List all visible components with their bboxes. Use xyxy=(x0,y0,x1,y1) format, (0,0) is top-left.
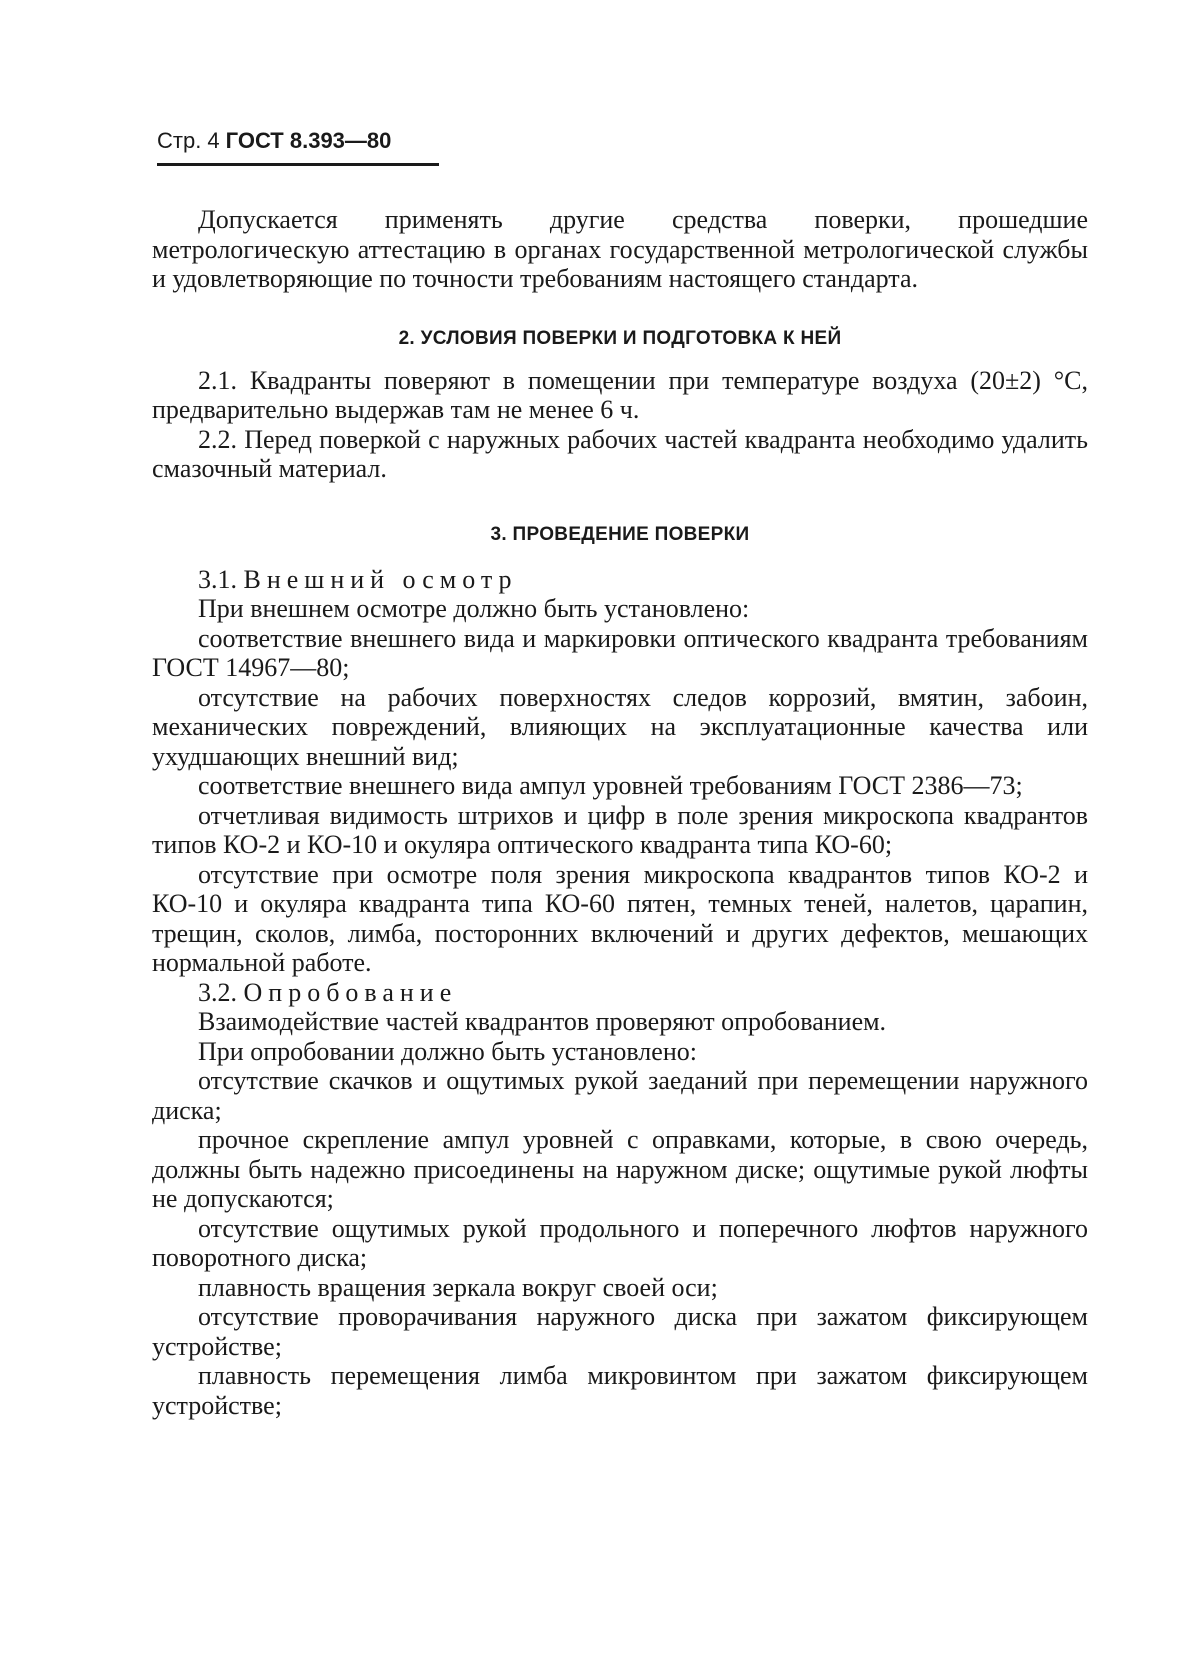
testing-item: прочное скрепление ампул уровней с оправками, которые, в свою очередь, должны быть надежно присоединены на наружном диске; ощутимые рукой люфты не допускаются; xyxy=(152,1125,1088,1213)
testing-item: плавность вращения зеркала вокруг своей оси; xyxy=(198,1272,718,1302)
testing-item: отсутствие скачков и ощутимых рукой заеданий при перемещении наружного диска; xyxy=(152,1066,1088,1125)
clause-3-1-number: 3.1. xyxy=(198,564,237,594)
clause-3-2-paragraph: При опробовании должно быть установлено: xyxy=(198,1036,697,1066)
clause-3-2-paragraph: Взаимодействие частей квадрантов проверяют опробованием. xyxy=(198,1007,887,1036)
testing-item: отсутствие ощутимых рукой продольного и поперечного люфтов наружного поворотного диска; xyxy=(152,1213,1088,1272)
document-body xyxy=(152,205,1088,1420)
intro-paragraph: Допускается применять другие средства поверки, прошедшие метрологическую аттестацию в органах государственной метрологической службы и удовлетворяющие по точности требованиям настоящего стандарта. xyxy=(152,205,1088,293)
inspection-item: отчетливая видимость штрихов и цифр в поле зрения микроскопа квадрантов типов КО-2 и КО-10 и окуляра оптического квадранта типа КО-60; xyxy=(152,800,1088,859)
clause-3-1-heading: Внешний осмотр xyxy=(243,564,518,594)
clause-3-2-heading: Опробование xyxy=(243,977,458,1007)
clause-3-1-intro: При внешнем осмотре должно быть установлено: xyxy=(198,594,750,623)
testing-item: отсутствие проворачивания наружного диска при зажатом фиксирующем устройстве; xyxy=(152,1302,1088,1361)
clause-3-1-title xyxy=(152,565,1088,595)
inspection-item: соответствие внешнего вида и маркировки оптического квадранта требованиям ГОСТ 14967—80; xyxy=(152,623,1088,682)
clause-3-2-title xyxy=(152,978,1088,1008)
page-number: Стр. 4 xyxy=(157,128,220,153)
clause-3-2-number: 3.2. xyxy=(198,977,237,1007)
testing-item: плавность перемещения лимба микровинтом при зажатом фиксирующем устройстве; xyxy=(152,1361,1088,1420)
standard-designation: ГОСТ 8.393—80 xyxy=(225,128,392,153)
clause-2-1: 2.1. Квадранты поверяют в помещении при температуре воздуха (20±2) °С, предварительно выдержав там не менее 6 ч. xyxy=(152,365,1088,424)
clause-2-2: 2.2. Перед поверкой с наружных рабочих частей квадранта необходимо удалить смазочный материал. xyxy=(152,424,1088,483)
inspection-item: отсутствие при осмотре поля зрения микроскопа квадрантов типов КО-2 и КО-10 и окуляра квадранта типа КО-60 пятен, темных теней, налетов, царапин, трещин, сколов, лимба, посторонних включений и других дефектов, мешающих нормальной работе. xyxy=(152,859,1088,977)
inspection-item: соответствие внешнего вида ампул уровней требованиям ГОСТ 2386—73; xyxy=(198,771,1023,800)
page-header xyxy=(157,128,439,166)
section-2-heading: 2. УСЛОВИЯ ПОВЕРКИ И ПОДГОТОВКА К НЕЙ xyxy=(398,327,842,349)
section-3-heading: 3. ПРОВЕДЕНИЕ ПОВЕРКИ xyxy=(490,523,750,545)
inspection-item: отсутствие на рабочих поверхностях следов коррозий, вмятин, забоин, механических повреждений, влияющих на эксплуатационные качества или ухудшающих внешний вид; xyxy=(152,682,1088,771)
